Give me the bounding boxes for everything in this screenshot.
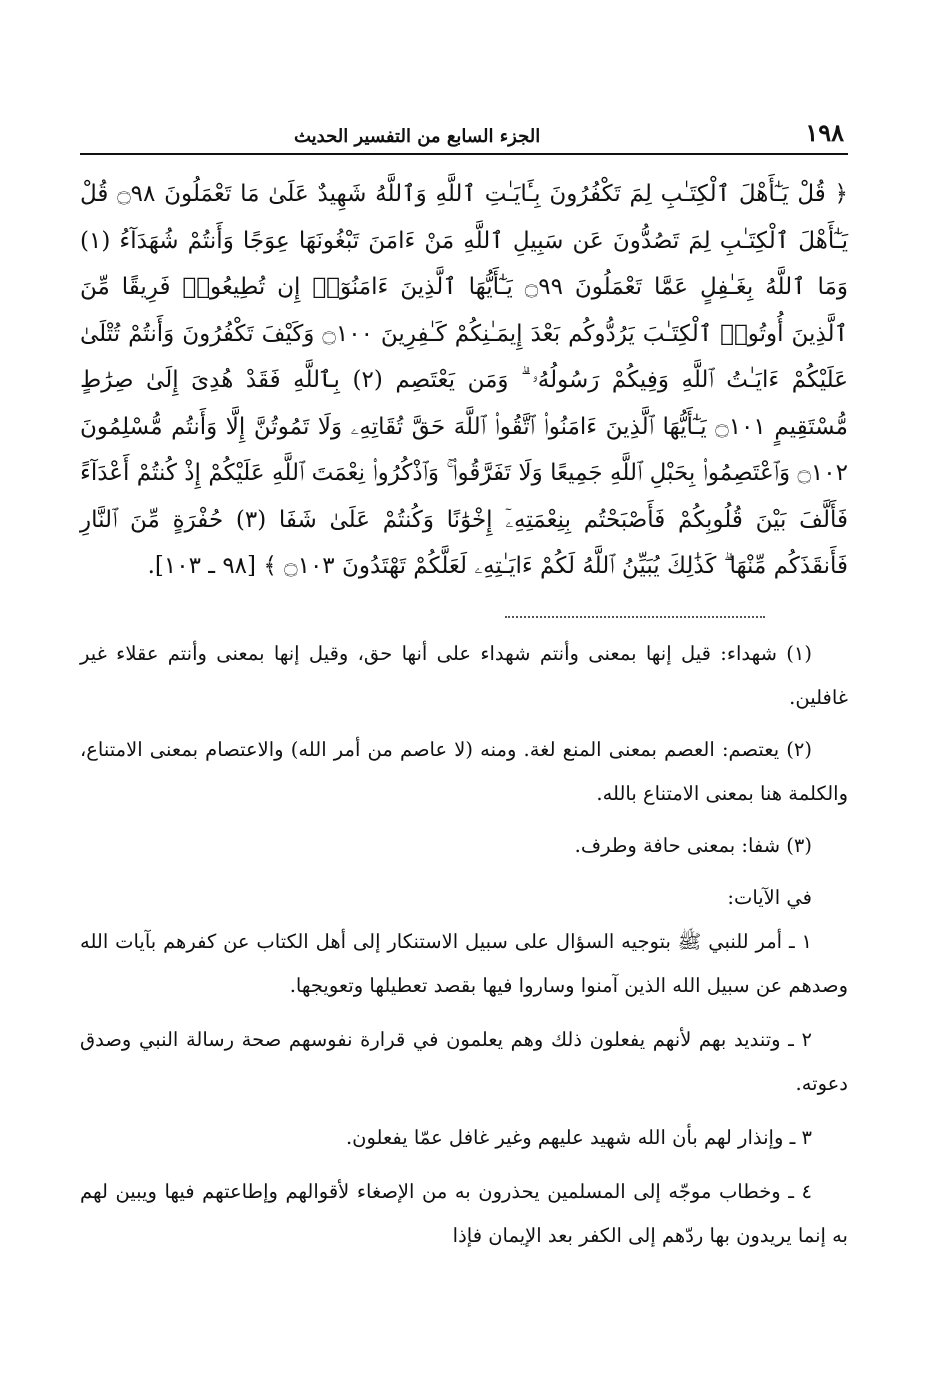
footnote-separator-wrap bbox=[80, 616, 848, 618]
footnote-3: (٣) شفا: بمعنى حافة وطرف. bbox=[574, 833, 812, 857]
footnote-1: (١) شهداء: قيل إنها بمعنى وأنتم شهداء على أنها حق، وقيل إنها بمعنى وأنتم عقلاء غير غافلين. bbox=[80, 641, 848, 709]
page-number: ١٩٨ bbox=[805, 118, 844, 147]
point-4: ٤ ـ وخطاب موجّه إلى المسلمين يحذرون به من الإصغاء لأقوالهم وإطاعتهم فيها ويبين لهم به إنما يريدون بها ردّهم إلى الكفر بعد الإيمان فإذا bbox=[80, 1179, 848, 1247]
footnotes bbox=[80, 632, 848, 868]
quran-verses: ﴿ قُلْ يَـٰٓأَهْلَ ٱلْكِتَـٰبِ لِمَ تَكْفُرُونَ بِـَٔايَـٰتِ ٱللَّهِ وَٱللَّهُ شَهِيدٌ عَلَىٰ مَا تَعْمَلُونَ ۝٩٨ قُلْ يَـٰٓأَهْلَ ٱلْكِتَـٰبِ لِمَ تَصُدُّونَ عَن سَبِيلِ ٱللَّهِ مَنْ ءَامَنَ تَبْغُونَهَا عِوَجًا وَأَنتُمْ شُهَدَآءُ (١) وَمَا ٱللَّهُ بِغَـٰفِلٍ عَمَّا تَعْمَلُونَ ۝٩٩ يَـٰٓأَيُّهَا ٱلَّذِينَ ءَامَنُوٓا۟ إِن تُطِيعُوا۟ فَرِيقًا مِّنَ ٱلَّذِينَ أُوتُوا۟ ٱلْكِتَـٰبَ يَرُدُّوكُم بَعْدَ إِيمَـٰنِكُمْ كَـٰفِرِينَ ۝١٠٠ وَكَيْفَ تَكْفُرُونَ وَأَنتُمْ تُتْلَىٰ عَلَيْكُمْ ءَايَـٰتُ ٱللَّهِ وَفِيكُمْ رَسُولُهُۥ ۗ وَمَن يَعْتَصِم (٢) بِٱللَّهِ فَقَدْ هُدِىَ إِلَىٰ صِرَٰطٍ مُّسْتَقِيمٍ ۝١٠١ يَـٰٓأَيُّهَا ٱلَّذِينَ ءَامَنُوا۟ ٱتَّقُوا۟ ٱللَّهَ حَقَّ تُقَاتِهِۦ وَلَا تَمُوتُنَّ إِلَّا وَأَنتُم مُّسْلِمُونَ ۝١٠٢ وَٱعْتَصِمُوا۟ بِحَبْلِ ٱللَّهِ جَمِيعًا وَلَا تَفَرَّقُوا۟ ۚ وَٱذْكُرُوا۟ نِعْمَتَ ٱللَّهِ عَلَيْكُمْ إِذْ كُنتُمْ أَعْدَآءً فَأَلَّفَ بَيْنَ قُلُوبِكُمْ فَأَصْبَحْتُم بِنِعْمَتِهِۦٓ إِخْوَٰنًا وَكُنتُمْ عَلَىٰ شَفَا (٣) حُفْرَةٍ مِّنَ ٱلنَّارِ فَأَنقَذَكُم مِّنْهَا ۗ كَذَٰلِكَ يُبَيِّنُ ٱللَّهُ لَكُمْ ءَايَـٰتِهِۦ لَعَلَّكُمْ تَهْتَدُونَ ۝١٠٣ ﴾ [٩٨ ـ ١٠٣]. bbox=[80, 181, 848, 579]
commentary-points bbox=[80, 920, 848, 1258]
page-header bbox=[80, 118, 848, 155]
book-page bbox=[80, 118, 848, 1268]
point-2: ٢ ـ وتنديد بهم لأنهم يفعلون ذلك وهم يعلمون في قرارة نفوسهم صحة رسالة النبي وصدق دعوته. bbox=[80, 1027, 848, 1095]
point-1: ١ ـ أمر للنبي ﷺ بتوجيه السؤال على سبيل الاستنكار إلى أهل الكتاب عن كفرهم بآيات الله وصدهم عن سبيل الله الذين آمنوا وساروا فيها بقصد تعطيلها وتعويجها. bbox=[80, 929, 848, 997]
footnote-separator bbox=[505, 616, 765, 618]
running-title: الجزء السابع من التفسير الحديث bbox=[294, 126, 541, 147]
point-3: ٣ ـ وإنذار لهم بأن الله شهيد عليهم وغير غافل عمّا يفعلون. bbox=[345, 1125, 812, 1149]
footnote-2: (٢) يعتصم: العصم بمعنى المنع لغة. ومنه (لا عاصم من أمر الله) والاعتصام بمعنى الامتناع، والكلمة هنا بمعنى الامتناع بالله. bbox=[80, 737, 848, 805]
section-heading: في الآيات: bbox=[727, 885, 812, 909]
